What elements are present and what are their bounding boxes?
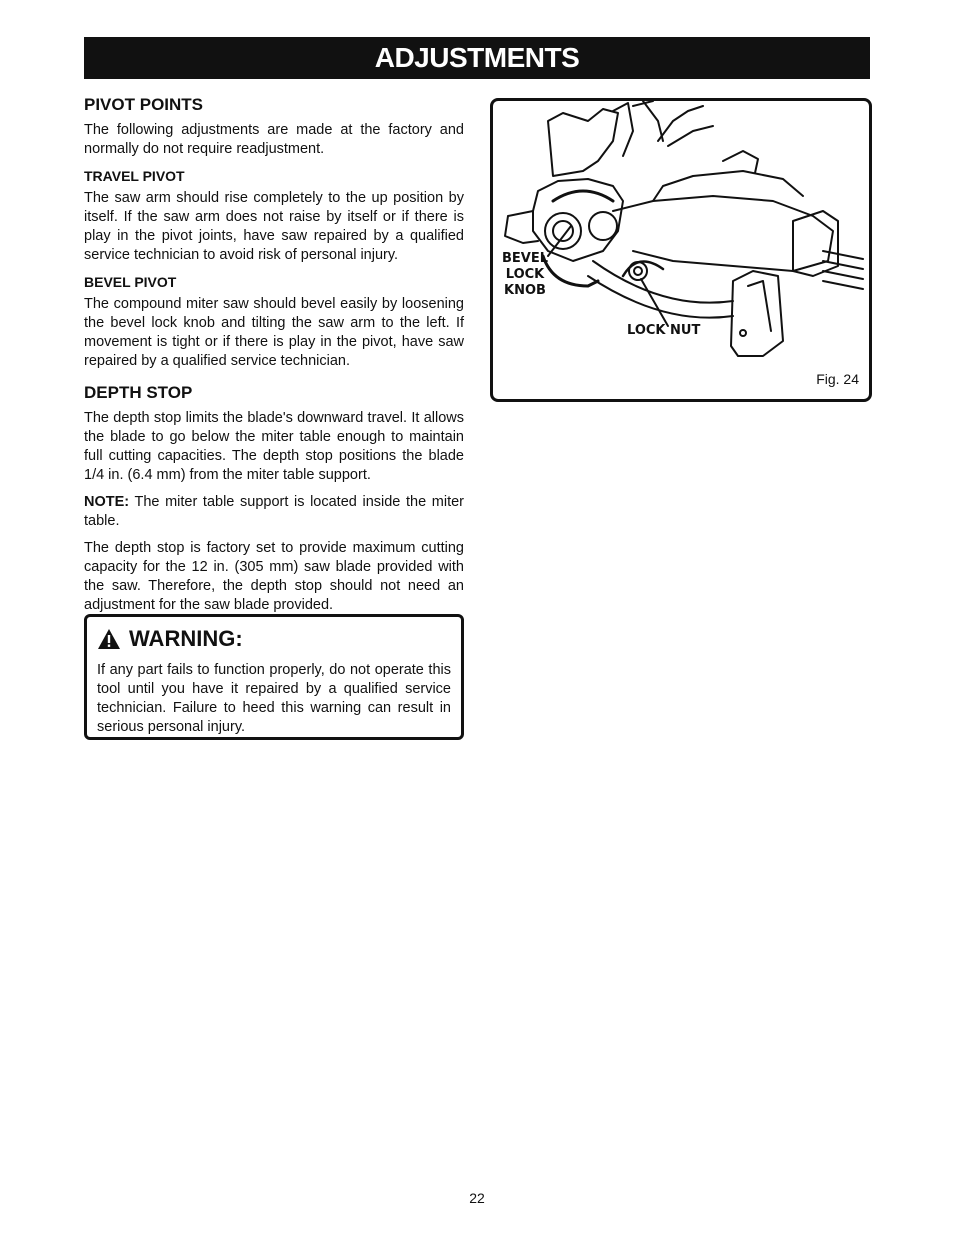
figure-24 (490, 98, 872, 402)
depth-stop-heading: DEPTH STOP (84, 383, 193, 402)
bevel-label-line-2: LOCK (505, 267, 545, 282)
bevel-pivot-text: The compound miter saw should bevel easily by loosening the bevel lock knob and tilting the saw arm to the left. If movement is tight or if there is play in the pivot, have saw repaired by a qualified service technician. (84, 296, 464, 369)
miter-saw-illustration (493, 101, 869, 399)
page-title: ADJUSTMENTS (374, 42, 580, 73)
page-title-bar (84, 37, 870, 79)
travel-pivot-heading: TRAVEL PIVOT (84, 168, 185, 184)
left-column (84, 95, 464, 623)
depth-stop-paragraph-2: The depth stop is factory set to provide maximum cutting capacity for the 12 in. (305 mm) saw blade provided with the saw. Therefore, the depth stop should not need an adjustment for the saw blade provided. (84, 540, 464, 613)
travel-pivot-text: The saw arm should rise completely to the up position by itself. If the saw arm does not raise by itself or if there is play in the pivot joints, have saw repaired by a qualified service technician to avoid risk of personal injury. (84, 190, 464, 263)
bevel-label-line-1: BEVEL (501, 251, 548, 266)
figure-caption: Fig. 24 (816, 371, 859, 387)
bevel-pivot-heading: BEVEL PIVOT (84, 274, 177, 290)
lock-nut-label: LOCK NUT (627, 323, 701, 338)
page-number: 22 (469, 1190, 485, 1206)
warning-text: If any part fails to function properly, do not operate this tool until you have it repaired by a qualified service technician. Failure to heed this warning can result in serious personal injury. (97, 662, 451, 735)
depth-stop-paragraph-1: The depth stop limits the blade's downward travel. It allows the blade to go below the miter table enough to maintain full cutting capacities. The depth stop positions the blade 1/4 in. (6.4 mm) from the miter table support. (84, 410, 464, 483)
pivot-points-intro: The following adjustments are made at the factory and normally do not require readjustment. (84, 122, 464, 157)
warning-header (97, 625, 461, 653)
note-text: The miter table support is located inside the miter table. (84, 494, 464, 529)
warning-title: WARNING: (129, 626, 243, 651)
pivot-points-heading: PIVOT POINTS (84, 95, 204, 114)
warning-triangle-icon (97, 628, 121, 650)
warning-box (84, 614, 464, 740)
note-label: NOTE: (84, 494, 130, 510)
depth-stop-note (84, 493, 464, 531)
bevel-label-line-3: KNOB (504, 283, 546, 298)
bevel-lock-knob-label (501, 251, 549, 299)
